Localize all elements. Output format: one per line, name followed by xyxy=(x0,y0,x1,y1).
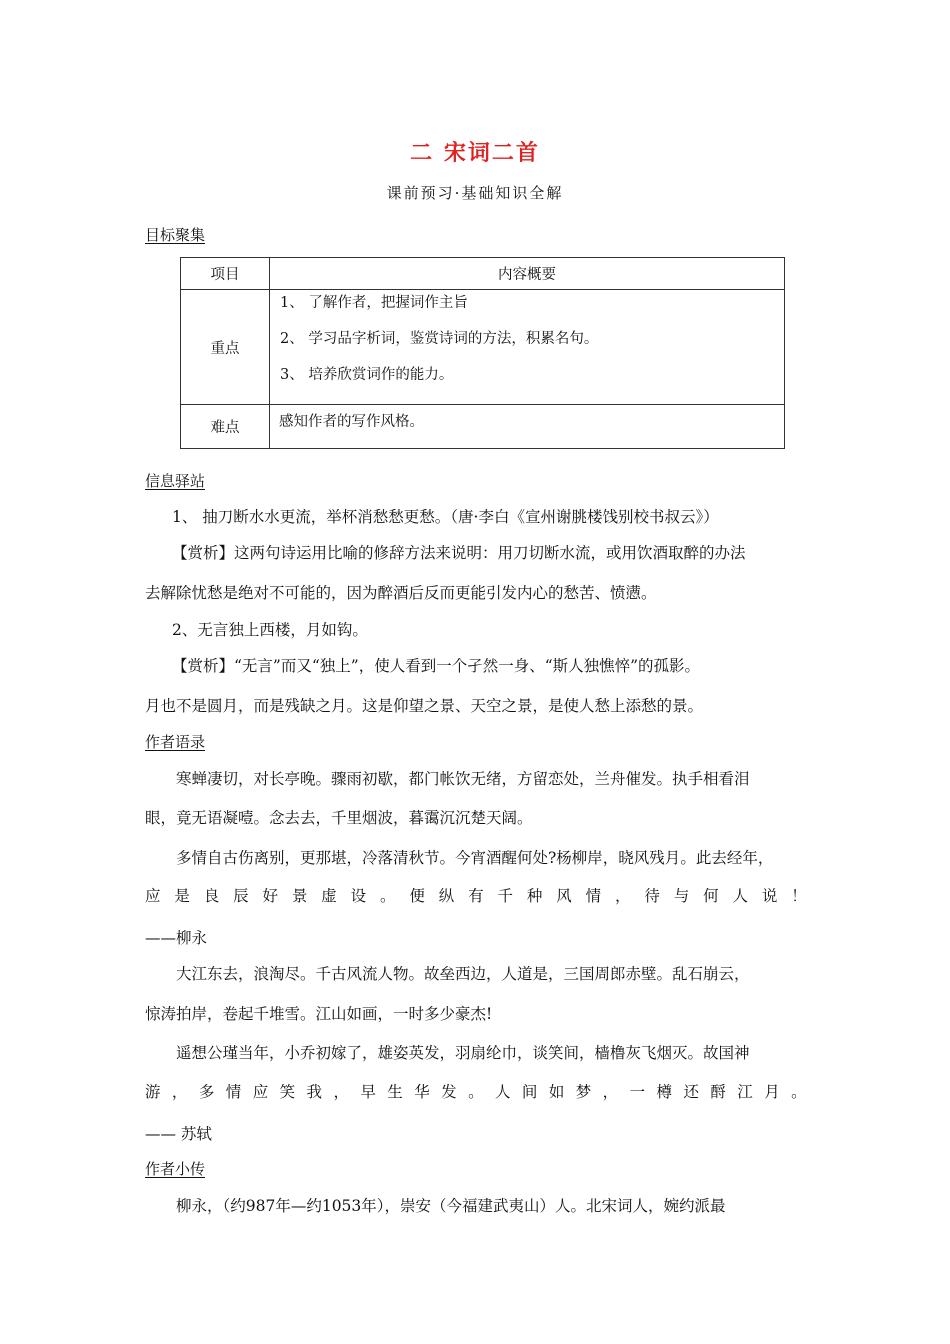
quote-char: 人 xyxy=(494,1083,511,1101)
quote-liu-2b xyxy=(145,884,807,906)
goals-table xyxy=(180,257,785,449)
quote-char: ， xyxy=(615,887,631,905)
quote-char: 笑 xyxy=(279,1083,296,1101)
quote-char: 与 xyxy=(673,887,690,905)
quote-char: 华 xyxy=(414,1083,430,1101)
quote-char: 好 xyxy=(262,887,279,905)
quote-su-2b xyxy=(145,1080,807,1102)
quote-char: 虚 xyxy=(321,887,337,905)
quote-char: 应 xyxy=(252,1083,269,1101)
quote-char: 纵 xyxy=(438,887,455,905)
quote-char: 辰 xyxy=(233,887,249,905)
quote-char: 我 xyxy=(306,1083,323,1101)
quote-char: 。 xyxy=(791,1083,807,1101)
key-label: 重点 xyxy=(181,290,270,405)
quote-liu-1a: 寒蝉凄切，对长亭晚。骤雨初歇，都门帐饮无绪，方留恋处，兰舟催发。执手相看泪 xyxy=(176,770,750,788)
info-item-2: 2、无言独上西楼，月如钩。 xyxy=(172,621,368,639)
page-title: 二 宋词二首 xyxy=(410,141,540,166)
quote-su-2a: 遥想公瑾当年，小乔初嫁了，雄姿英发，羽扇纶巾，谈笑间，樯橹灰飞烟灭。故国神 xyxy=(176,1044,750,1062)
quote-char: 应 xyxy=(145,887,161,905)
quote-char: 生 xyxy=(387,1083,403,1101)
quote-su-1a: 大江东去，浪淘尽。千古风流人物。故垒西边，人道是，三国周郎赤壁。乱石崩云， xyxy=(176,965,750,983)
quote-char: 是 xyxy=(174,887,190,905)
quote-char: 发 xyxy=(441,1083,457,1101)
quote-char: 情 xyxy=(585,887,602,905)
quote-su-signature: —— 苏轼 xyxy=(145,1125,212,1143)
quote-char: 早 xyxy=(360,1083,376,1101)
section-heading-info: 信息驿站 xyxy=(145,472,206,490)
section-heading-quotes: 作者语录 xyxy=(145,733,206,751)
quote-char: ， xyxy=(602,1083,619,1101)
key-point: 3、 培养欣赏词作的能力。 xyxy=(280,367,454,383)
section-heading-goals: 目标聚集 xyxy=(145,226,206,244)
quote-char: 一 xyxy=(629,1083,646,1101)
quote-char: 。 xyxy=(468,1083,484,1101)
quote-char: 间 xyxy=(521,1083,538,1101)
quote-char: 樽 xyxy=(656,1083,673,1101)
quote-char: 还 xyxy=(683,1083,699,1101)
page-subtitle: 课前预习·基础知识全解 xyxy=(386,184,564,202)
table-row-difficulty xyxy=(181,405,785,449)
quote-char: 如 xyxy=(548,1083,565,1101)
quote-char: 千 xyxy=(497,887,514,905)
table-row-key xyxy=(181,290,785,405)
info-analysis-1b: 去解除忧愁是绝对不可能的，因为醉酒后反而更能引发内心的愁苦、愤懑。 xyxy=(145,584,657,602)
difficulty-label: 难点 xyxy=(181,405,270,449)
table-header-row xyxy=(181,258,785,290)
quote-liu-2a: 多情自古伤离别，更那堪，冷落清秋节。今宵酒醒何处?杨柳岸，晓风残月。此去经年， xyxy=(176,849,774,867)
section-heading-bio: 作者小传 xyxy=(145,1160,206,1178)
quote-char: 多 xyxy=(198,1083,215,1101)
quote-char: 。 xyxy=(380,887,396,905)
info-item-1: 1、 抽刀断水水更流，举杯消愁愁更愁。（唐·李白《宣州谢朓楼饯别校书叔云》） xyxy=(172,508,719,526)
quote-char: 景 xyxy=(291,887,308,905)
bio-line-1: 柳永，（约987年—约1053年），崇安（今福建武夷山）人。北宋词人，婉约派最 xyxy=(176,1197,726,1215)
quote-char: 说 xyxy=(761,887,778,905)
quote-char: 游 xyxy=(145,1083,161,1101)
quote-char: 有 xyxy=(468,887,484,905)
quote-char: 良 xyxy=(203,887,220,905)
quote-char: ， xyxy=(171,1083,188,1101)
quote-char: ， xyxy=(333,1083,349,1101)
quote-char: 风 xyxy=(556,887,572,905)
quote-char: 江 xyxy=(737,1083,753,1101)
key-point: 1、 了解作者，把握词作主旨 xyxy=(280,295,468,311)
quote-liu-1b: 眼，竟无语凝噎。念去去，千里烟波，暮霭沉沉楚天阔。 xyxy=(145,809,533,827)
quote-char: 种 xyxy=(526,887,543,905)
quote-char: 人 xyxy=(732,887,749,905)
quote-char: 月 xyxy=(764,1083,780,1101)
quote-char: 情 xyxy=(225,1083,242,1101)
quote-liu-signature: ——柳永 xyxy=(145,929,208,947)
quote-char: 便 xyxy=(409,887,425,905)
quote-char: 梦 xyxy=(575,1083,592,1101)
info-analysis-2a: 【赏析】“无言”而又“独上”，使人看到一个孑然一身、“斯人独憔悴”的孤影。 xyxy=(172,657,701,675)
key-point: 2、 学习品字析词，鉴赏诗词的方法，积累名句。 xyxy=(280,331,599,347)
quote-char: 何 xyxy=(703,887,719,905)
difficulty-text: 感知作者的写作风格。 xyxy=(270,405,785,449)
quote-char: 设 xyxy=(350,887,367,905)
header-content: 内容概要 xyxy=(270,258,785,290)
header-item: 项目 xyxy=(181,258,270,290)
info-analysis-1a: 【赏析】这两句诗运用比喻的修辞方法来说明：用刀切断水流，或用饮酒取醉的办法 xyxy=(172,544,746,562)
quote-su-1b: 惊涛拍岸，卷起千堆雪。江山如画，一时多少豪杰! xyxy=(145,1005,493,1023)
info-analysis-2b: 月也不是圆月，而是残缺之月。这是仰望之景、天空之景，是使人愁上添愁的景。 xyxy=(145,697,704,715)
quote-char: 酹 xyxy=(710,1083,726,1101)
key-points-cell xyxy=(270,290,785,405)
quote-char: 待 xyxy=(644,887,660,905)
quote-char: ！ xyxy=(791,887,807,905)
